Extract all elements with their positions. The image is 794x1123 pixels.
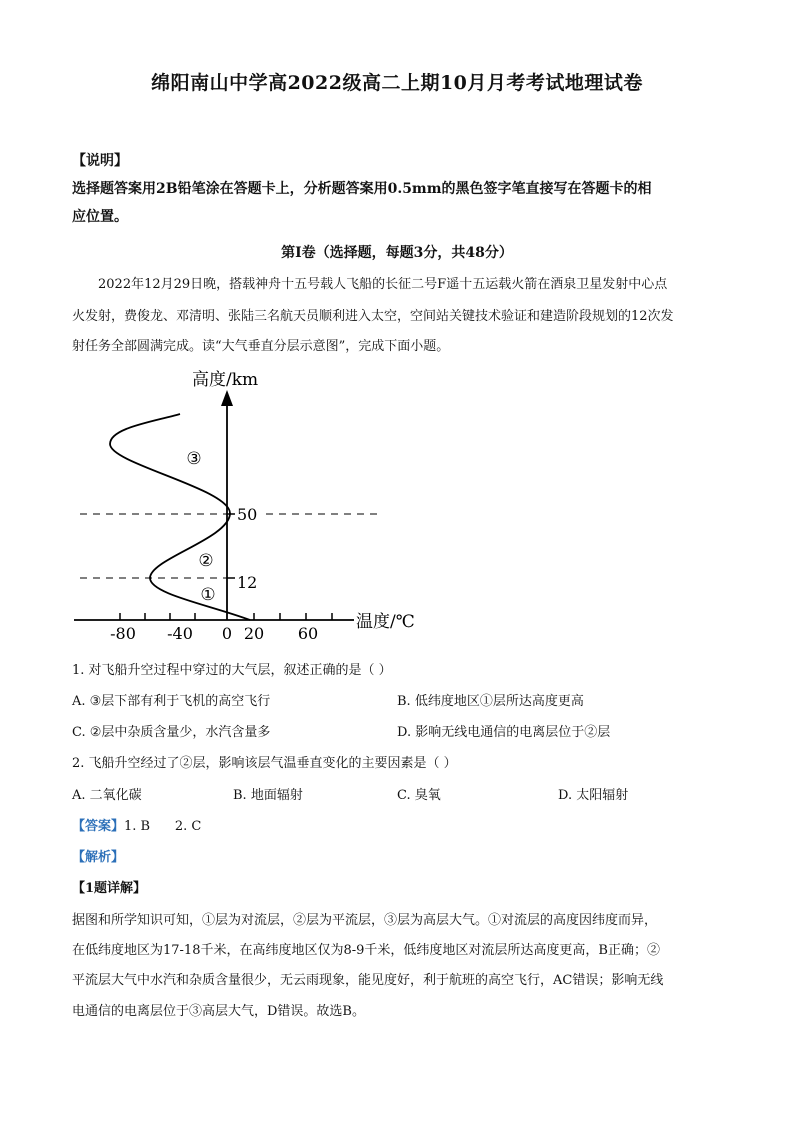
x-tick-label: 60 xyxy=(297,624,319,643)
detail-line-2: 在低纬度地区为17-18千米，在高纬度地区仅为8-9千米，低纬度地区对流层所达高度更高，B正确；② xyxy=(72,943,660,958)
note-line-2: 应位置。 xyxy=(72,209,128,225)
analysis-label: 【解析】 xyxy=(72,850,125,865)
question-1-stem: 1. 对飞船升空过程中穿过的大气层，叙述正确的是（ ） xyxy=(72,663,392,678)
q2-option-a: A. 二氧化碳 xyxy=(72,788,142,803)
q1-option-d: D. 影响无线电通信的电离层位于②层 xyxy=(397,725,611,740)
y-tick-label: 12 xyxy=(237,573,258,592)
x-tick-label: -80 xyxy=(110,624,136,643)
y-tick-label: 50 xyxy=(237,505,258,524)
q2-option-c: C. 臭氧 xyxy=(397,788,441,803)
atmosphere-layer-diagram xyxy=(70,362,440,644)
q2-option-b: B. 地面辐射 xyxy=(233,788,303,803)
answer-label: 【答案】 xyxy=(72,819,125,834)
note-line-1: 选择题答案用2B铅笔涂在答题卡上，分析题答案用0.5mm的黑色签字笔直接写在答题卡的相 xyxy=(72,181,652,197)
passage-line-2: 火发射，费俊龙、邓清明、张陆三名航天员顺利进入太空，空间站关键技术验证和建造阶段规划的12次发 xyxy=(72,309,674,324)
question-2-stem: 2. 飞船升空经过了②层，影响该层气温垂直变化的主要因素是（ ） xyxy=(72,756,457,771)
detail-line-3: 平流层大气中水汽和杂质含量很少，无云雨现象，能见度好，利于航班的高空飞行，AC错误；影响无线 xyxy=(72,973,664,988)
y-axis-arrow xyxy=(221,390,233,406)
page-title: 绵阳南山中学高2022级高二上期10月月考考试地理试卷 xyxy=(151,72,643,94)
x-axis-title: 温度/℃ xyxy=(356,612,415,632)
q2-option-d: D. 太阳辐射 xyxy=(558,788,629,803)
answer-text: 1. B 2. C xyxy=(124,819,202,834)
detail-label: 【1题详解】 xyxy=(72,881,147,896)
x-tick-label: 0 xyxy=(221,624,233,643)
layer-label-stratosphere: ② xyxy=(198,551,214,571)
x-tick-label: -40 xyxy=(167,624,193,643)
temperature-curve xyxy=(110,414,250,620)
x-tick-label: 20 xyxy=(243,624,265,643)
answer-row xyxy=(72,815,201,834)
note-header: 【说明】 xyxy=(72,153,128,169)
layer-label-upper-atmosphere: ③ xyxy=(186,449,202,469)
q1-option-a: A. ③层下部有利于飞机的高空飞行 xyxy=(72,694,271,709)
y-axis-title: 高度/km xyxy=(192,370,259,390)
q1-option-b: B. 低纬度地区①层所达高度更高 xyxy=(397,694,584,709)
detail-line-1: 据图和所学知识可知，①层为对流层，②层为平流层，③层为高层大气。①对流层的高度因纬度而异， xyxy=(72,913,658,928)
q1-option-c: C. ②层中杂质含量少，水汽含量多 xyxy=(72,725,271,740)
section-title: 第Ⅰ卷（选择题，每题3分，共48分） xyxy=(281,245,513,261)
passage-line-1: 2022年12月29日晚，搭载神舟十五号载人飞船的长征二号F遥十五运载火箭在酒泉卫星发射中心点 xyxy=(98,277,668,292)
layer-label-troposphere: ① xyxy=(200,585,216,605)
detail-line-4: 电通信的电离层位于③高层大气，D错误。故选B。 xyxy=(72,1004,365,1019)
passage-line-3: 射任务全部圆满完成。读“大气垂直分层示意图”，完成下面小题。 xyxy=(72,339,450,354)
